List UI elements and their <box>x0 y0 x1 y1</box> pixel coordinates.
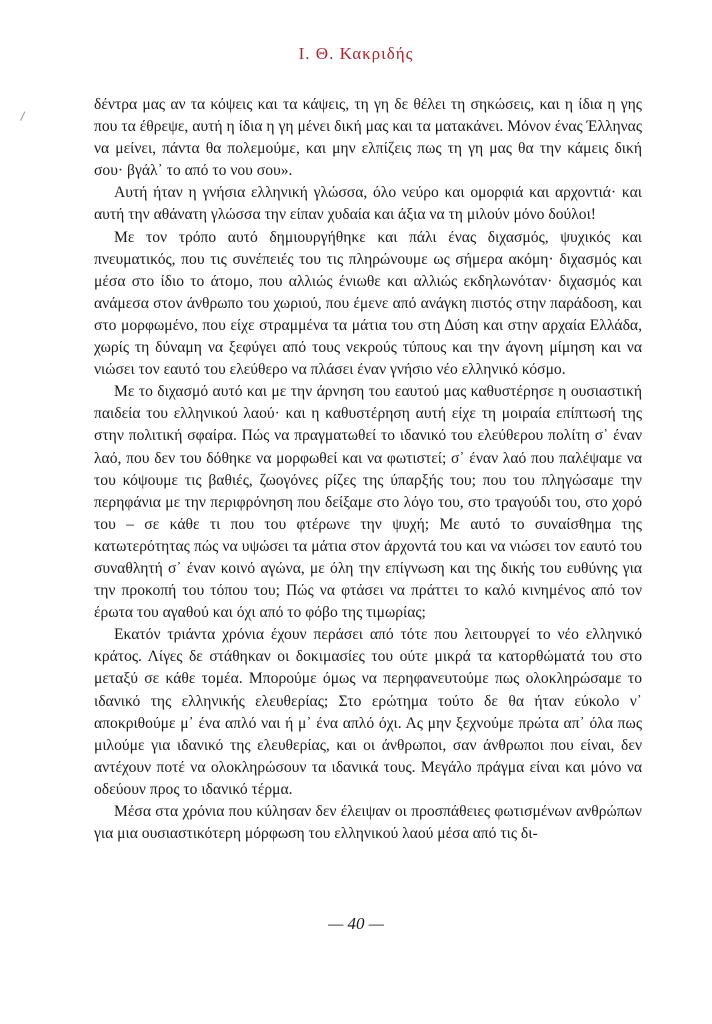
paragraph: Με τον τρόπο αυτό δημιουργήθηκε και πάλι ένας διχασμός, ψυχικός και πνευματικός, που τις συνέπειές του τις πληρώνουμε ως σήμερα ακόμη· διχασμός και μέσα στο ίδιο το άτομο, που αλλιώς ένιωθε και αλλιώς εκδηλωνόταν· διχασμός και ανάμεσα στον άνθρωπο του χωριού, που έμενε από ανάγκη πιστός στην παράδοση, και στο μορφωμένο, που είχε στραμμένα τα μάτια του στη Δύση και στην αρχαία Ελλάδα, χωρίς τη δύναμη να ξεφύγει από τους νεκρούς τύπους και την άγονη μίμηση και να νιώσει τον εαυτό του ελεύθερο να πλάσει έναν γνήσιο νέο ελληνικό κόσμο. <box>94 228 642 379</box>
margin-mark <box>20 111 29 122</box>
page-number: — 40 — <box>328 914 384 933</box>
paragraph: δέντρα μας αν τα κόψεις και τα κάψεις, τη γη δε θέλει τη σηκώσεις, και η ίδια η γης που τα έθρεψε, αυτή η ίδια η γη μένει δική μας και τα ματακάνει. Μόνον ένας Έλληνας να μείνει, πάντα θα πολεμούμε, και μην ελπίζεις πως τη γη μας θα την κάμεις δική σου· βγάλ᾽ το από το νου σου». <box>94 96 642 180</box>
paragraph: Μέσα στα χρόνια που κύλησαν δεν έλειψαν οι προσπάθειες φωτισμένων ανθρώπων για μια ουσιαστικότερη μόρφωση του ελληνικού λαού μέσα από τις δι- <box>94 803 642 843</box>
body-text <box>94 94 642 845</box>
paragraph: Με το διχασμό αυτό και με την άρνηση του εαυτού μας καθυστέρησε η ουσιαστική παιδεία του ελληνικού λαού· και η καθυστέρηση αυτή είχε τη μοιραία επίπτωσή της στην πολιτική σφαίρα. Πώς να πραγματωθεί το ιδανικό του ελεύθερου πολίτη σ᾽ έναν λαό, που δεν του δόθηκε να μορφωθεί και να φωτιστεί; σ᾽ έναν λαό που παλέψαμε να του κόψουμε τις βαθιές, ζωογόνες ρίζες της ύπαρξής του; που του πληγώσαμε την περηφάνια με την περιφρόνηση που δείξαμε στο λόγο του, στο τραγούδι του, στο χορό του – σε κάθε τι που του φτέρωνε την ψυχή; Με αυτό το συναίσθημα της κατωτερότητας πώς να υψώσει τα μάτια στον άρχοντά του και να νιώσει τον εαυτό του συναθλητή σ᾽ έναν κοινό αγώνα, με όλη την επίγνωση και της δικής του ευθύνης για την προκοπή του τόπου του; Πώς να φτάσει να πράττει το καλό κινημένος από τον έρωτα του αγαθού και όχι από το φόβο της τιμωρίας; <box>94 383 642 622</box>
paragraph: Εκατόν τριάντα χρόνια έχουν περάσει από τότε που λειτουργεί το νέο ελληνικό κράτος. Λίγες δε στάθηκαν οι δοκιμασίες του ούτε μικρά τα κατορθώματά του στο μεταξύ σε κάθε τομέα. Μπορούμε όμως να περηφανευτούμε πως ολοκληρώσαμε το ιδανικό της ελληνικής ελευθερίας; Στο ερώτημα τούτο δε θα ήταν εύκολο ν᾽ αποκριθούμε μ᾽ ένα απλό ναι ή μ᾽ ένα απλό όχι. Ας μην ξεχνούμε πρώτα απ᾽ όλα πως μιλούμε για ιδανικό της ελευθερίας, και οι άνθρωποι, σαν άνθρωποι που είναι, δεν αντέχουν ποτέ να ολοκληρώσουν τα ιδανικά τους. Μεγάλο πράγμα είναι και μόνο να οδεύουν προς το ιδανικό τέρμα. <box>94 626 642 798</box>
running-title: Ι. Θ. Κακριδής <box>298 44 414 63</box>
paragraph: Αυτή ήταν η γνήσια ελληνική γλώσσα, όλο νεύρο και ομορφιά και αρχοντιά· και αυτή την αθάνατη γλώσσα την είπαν χυδαία και άξια να τη μιλούν μόνο δούλοι! <box>94 184 642 224</box>
